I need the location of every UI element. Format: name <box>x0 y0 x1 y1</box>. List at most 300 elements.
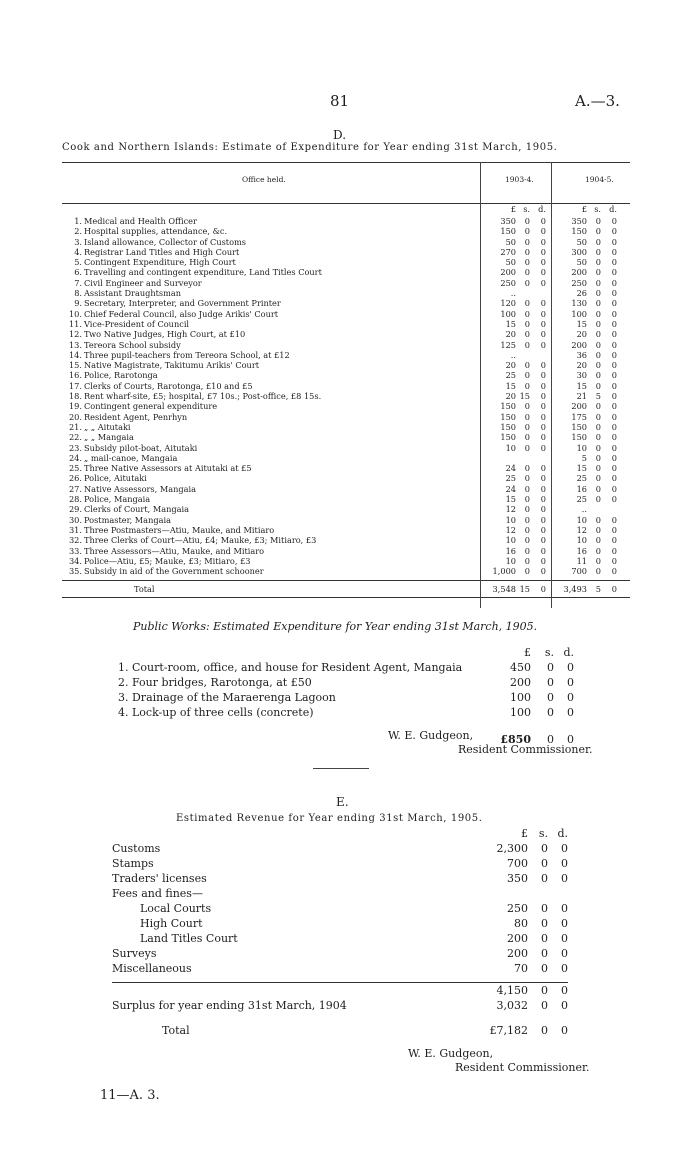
amount-cell: 0 <box>524 504 530 515</box>
amount-cell: 0 <box>540 411 546 422</box>
amount-cell: 10 <box>505 514 516 525</box>
amount-cell: 0 <box>611 267 617 278</box>
amount-cell: 0 <box>611 226 617 237</box>
amount-cell: 0 <box>524 246 530 257</box>
signatory-title: Resident Commissioner. <box>458 743 593 756</box>
revenue-pence: 0 <box>561 842 568 855</box>
revenue-pence: 0 <box>561 872 568 885</box>
table-row <box>62 329 630 339</box>
amount-cell: 150 <box>500 226 516 237</box>
amount-cell: 125 <box>500 339 516 350</box>
amount-cell: 16 <box>576 483 587 494</box>
amount-cell: 0 <box>595 349 601 360</box>
amount-cell: 0 <box>595 494 601 505</box>
row-description: Hospital supplies, attendance, &c. <box>84 226 228 237</box>
amount-cell: 15 <box>505 318 516 329</box>
item-pence: 0 <box>567 676 574 689</box>
amount-cell: 0 <box>611 442 617 453</box>
revenue-pence: 0 <box>561 902 568 915</box>
amount-cell: 0 <box>611 360 617 371</box>
table-row <box>62 443 630 453</box>
amount-cell: 21 <box>576 391 587 402</box>
item-pence: 0 <box>567 661 574 674</box>
amount-cell: 0 <box>611 277 617 288</box>
pence-label: d. <box>563 646 574 659</box>
amount-cell: 0 <box>611 349 617 360</box>
signatory-name: W. E. Gudgeon, <box>388 729 474 742</box>
surplus-pence: 0 <box>561 999 568 1012</box>
table-row <box>62 473 630 483</box>
amount-cell: 25 <box>505 370 516 381</box>
shilling-label: s. <box>544 646 554 659</box>
amount-cell: 0 <box>595 308 601 319</box>
amount-cell: 0 <box>595 257 601 268</box>
amount-cell: 150 <box>571 226 587 237</box>
table-header <box>62 162 630 204</box>
section-d-title: Cook and Northern Islands: Estimate of Expenditure for Year ending 31st March, 1905. <box>62 142 558 153</box>
amount-cell: 0 <box>595 535 601 546</box>
table-row <box>62 401 630 411</box>
row-description: „ „ Aitutaki <box>84 421 131 432</box>
revenue-description: Traders' licenses <box>112 872 207 885</box>
row-number: 8. <box>74 288 82 299</box>
amount-cell: 130 <box>571 298 587 309</box>
amount-cell: 0 <box>540 216 546 226</box>
row-number: 19. <box>68 401 82 412</box>
row-description: Police, Mangaia <box>84 494 151 505</box>
amount-cell: 350 <box>571 216 587 226</box>
row-description: „ „ Mangaia <box>84 432 134 443</box>
amount-cell: 0 <box>524 401 530 412</box>
amount-cell: 50 <box>576 236 587 247</box>
amount-cell: 5 <box>581 452 587 463</box>
amount-cell: 0 <box>611 524 617 535</box>
total-1904-pounds: 3,493 <box>563 584 587 595</box>
row-number: 13. <box>68 339 82 350</box>
row-number: 18. <box>68 391 82 402</box>
amount-cell: 50 <box>576 257 587 268</box>
amount-cell: 0 <box>524 535 530 546</box>
total-row <box>62 580 630 598</box>
revenue-pounds: 250 <box>507 902 528 915</box>
public-works-title: Public Works: Estimated Expenditure for Year ending 31st March, 1905. <box>133 620 538 633</box>
table-row <box>62 309 630 319</box>
amount-cell: 200 <box>500 267 516 278</box>
amount-cell: 270 <box>500 246 516 257</box>
amount-cell: 0 <box>611 257 617 268</box>
row-description: Subsidy pilot-boat, Aitutaki <box>84 442 198 453</box>
row-number: 29. <box>68 504 82 515</box>
row-number: 35. <box>68 566 82 577</box>
row-number: 14. <box>68 349 82 360</box>
item-description: 4. Lock-up of three cells (concrete) <box>118 706 314 719</box>
amount-cell: 0 <box>524 226 530 237</box>
row-description: Assistant Draughtsman <box>84 288 182 299</box>
subtotal-pence: 0 <box>561 984 568 997</box>
amount-cell: 24 <box>505 483 516 494</box>
table-row <box>62 247 630 257</box>
amount-cell: 0 <box>595 524 601 535</box>
amount-cell: 0 <box>540 339 546 350</box>
row-description: Rent wharf-site, £5; hospital, £7 10s.; Post-office, £8 15s. <box>84 391 322 402</box>
amount-cell: 150 <box>571 432 587 443</box>
amount-cell: 0 <box>524 360 530 371</box>
shilling-label: s. <box>594 204 601 214</box>
public-works-item <box>118 675 588 690</box>
table-row <box>62 525 630 535</box>
row-description: Police, Aitutaki <box>84 473 147 484</box>
amount-cell: 0 <box>611 308 617 319</box>
amount-cell: .. <box>510 349 516 360</box>
amount-cell: 0 <box>611 298 617 309</box>
amount-cell: 0 <box>611 411 617 422</box>
expenditure-rows <box>62 216 630 576</box>
amount-cell: 120 <box>500 298 516 309</box>
amount-cell: 0 <box>524 267 530 278</box>
item-pence: 0 <box>567 706 574 719</box>
pound-sign: £ <box>521 827 528 840</box>
section-e-title: Estimated Revenue for Year ending 31st March, 1905. <box>176 813 483 824</box>
total-label: Total <box>134 584 155 595</box>
public-works-rows <box>118 660 588 720</box>
amount-cell: 0 <box>595 432 601 443</box>
public-works-list <box>118 645 588 747</box>
amount-cell: 300 <box>571 246 587 257</box>
amount-cell: .. <box>510 288 516 299</box>
table-row <box>62 319 630 329</box>
pence-label: d. <box>609 204 617 214</box>
row-number: 1. <box>74 216 82 226</box>
row-number: 16. <box>68 370 82 381</box>
pound-sign: £ <box>581 204 587 214</box>
row-description: Three Assessors—Atiu, Mauke, and Mitiaro <box>84 545 265 556</box>
pence-label: d. <box>538 204 546 214</box>
amount-cell: 0 <box>595 442 601 453</box>
amount-cell: 10 <box>576 535 587 546</box>
amount-cell: 0 <box>595 277 601 288</box>
amount-cell: 0 <box>595 452 601 463</box>
row-description: Two Native Judges, High Court, at £10 <box>84 329 246 340</box>
revenue-item <box>112 886 582 901</box>
row-description: Contingent general expenditure <box>84 401 218 412</box>
revenue-pence: 0 <box>561 917 568 930</box>
amount-cell: 0 <box>595 236 601 247</box>
table-row <box>62 484 630 494</box>
amount-cell: 0 <box>595 545 601 556</box>
amount-cell: 0 <box>595 288 601 299</box>
table-row <box>62 360 630 370</box>
amount-cell: 0 <box>540 504 546 515</box>
row-description: Chief Federal Council, also Judge Arikis' Court <box>84 308 279 319</box>
row-description: Civil Engineer and Surveyor <box>84 277 202 288</box>
amount-cell: 10 <box>505 442 516 453</box>
amount-cell: 0 <box>540 421 546 432</box>
revenue-item <box>112 916 582 931</box>
amount-cell: 0 <box>595 246 601 257</box>
amount-cell: 0 <box>524 370 530 381</box>
amount-cell: 150 <box>500 411 516 422</box>
surplus-row <box>112 998 582 1013</box>
amount-cell: 0 <box>595 566 601 577</box>
revenue-subtotal <box>112 982 568 998</box>
pw-total-shillings: 0 <box>547 733 554 746</box>
amount-cell: 15 <box>576 380 587 391</box>
amount-cell: 10 <box>576 442 587 453</box>
row-description: Resident Agent, Penrhyn <box>84 411 188 422</box>
amount-cell: 25 <box>576 494 587 505</box>
item-description: 2. Four bridges, Rarotonga, at £50 <box>118 676 312 689</box>
table-row <box>62 226 630 236</box>
amount-cell: 0 <box>611 566 617 577</box>
revenue-description: Land Titles Court <box>140 932 238 945</box>
row-number: 24. <box>68 452 82 463</box>
item-description: 3. Drainage of the Maraerenga Lagoon <box>118 691 336 704</box>
row-description: Medical and Health Officer <box>84 216 197 226</box>
subtotal-pounds: 4,150 <box>496 984 528 997</box>
item-description: 1. Court-room, office, and house for Resident Agent, Mangaia <box>118 661 463 674</box>
amount-cell: 20 <box>505 391 516 402</box>
amount-cell: 0 <box>595 216 601 226</box>
amount-cell: 0 <box>540 545 546 556</box>
row-number: 10. <box>68 308 82 319</box>
amount-cell: 0 <box>540 236 546 247</box>
amount-cell: 200 <box>571 267 587 278</box>
amount-cell: 0 <box>540 555 546 566</box>
amount-cell: 0 <box>595 339 601 350</box>
revenue-total-shillings: 0 <box>541 1024 548 1037</box>
amount-cell: 36 <box>576 349 587 360</box>
row-number: 32. <box>68 535 82 546</box>
row-number: 34. <box>68 555 82 566</box>
amount-cell: 0 <box>524 380 530 391</box>
amount-cell: 50 <box>505 257 516 268</box>
amount-cell: 0 <box>524 463 530 474</box>
amount-cell: 0 <box>611 494 617 505</box>
amount-cell: 0 <box>524 421 530 432</box>
amount-cell: 0 <box>524 411 530 422</box>
row-number: 20. <box>68 411 82 422</box>
amount-cell: 0 <box>540 267 546 278</box>
row-description: Secretary, Interpreter, and Government Printer <box>84 298 281 309</box>
table-row <box>62 515 630 525</box>
surplus-label: Surplus for year ending 31st March, 1904 <box>112 999 347 1012</box>
table-row <box>62 422 630 432</box>
shilling-label: s. <box>523 204 530 214</box>
revenue-shillings: 0 <box>541 857 548 870</box>
amount-cell: 15 <box>519 391 530 402</box>
amount-cell: 0 <box>595 411 601 422</box>
amount-cell: 0 <box>540 494 546 505</box>
document-reference: A.—3. <box>575 92 620 110</box>
amount-cell: 0 <box>595 298 601 309</box>
amount-cell: 0 <box>524 318 530 329</box>
revenue-total <box>112 1023 582 1038</box>
row-number: 25. <box>68 463 82 474</box>
table-row <box>62 453 630 463</box>
amount-cell: 0 <box>611 401 617 412</box>
row-description: „ mail-canoe, Mangaia <box>84 452 178 463</box>
revenue-description: Stamps <box>112 857 154 870</box>
table-row <box>62 257 630 267</box>
amount-cell: 20 <box>576 329 587 340</box>
row-number: 22. <box>68 432 82 443</box>
row-description: Subsidy in aid of the Government schooner <box>84 566 264 577</box>
row-description: Three pupil-teachers from Tereora School, at £12 <box>84 349 290 360</box>
amount-cell: 15 <box>505 494 516 505</box>
amount-cell: 10 <box>505 555 516 566</box>
revenue-description: Local Courts <box>140 902 212 915</box>
amount-cell: 0 <box>524 339 530 350</box>
col-office-held: Office held. <box>242 175 286 184</box>
amount-cell: 0 <box>611 535 617 546</box>
amount-cell: 15 <box>576 463 587 474</box>
row-number: 27. <box>68 483 82 494</box>
amount-cell: 0 <box>595 318 601 329</box>
table-row <box>62 340 630 350</box>
row-number: 15. <box>68 360 82 371</box>
amount-cell: 0 <box>524 216 530 226</box>
row-number: 9. <box>74 298 82 309</box>
item-pounds: 200 <box>510 676 531 689</box>
item-pounds: 100 <box>510 691 531 704</box>
amount-cell: 350 <box>500 216 516 226</box>
revenue-item <box>112 871 582 886</box>
row-description: Native Assessors, Mangaia <box>84 483 197 494</box>
table-row <box>62 237 630 247</box>
amount-cell: 1,000 <box>492 566 516 577</box>
revenue-pounds: 200 <box>507 932 528 945</box>
table-row <box>62 298 630 308</box>
amount-cell: 0 <box>595 267 601 278</box>
revenue-shillings: 0 <box>541 917 548 930</box>
amount-cell: 0 <box>611 391 617 402</box>
amount-cell: 0 <box>595 483 601 494</box>
public-works-item <box>118 660 588 675</box>
amount-cell: 0 <box>540 257 546 268</box>
revenue-description: High Court <box>140 917 203 930</box>
amount-cell: 0 <box>540 277 546 288</box>
surplus-pounds: 3,032 <box>496 999 528 1012</box>
row-number: 2. <box>74 226 82 237</box>
amount-cell: 0 <box>595 514 601 525</box>
amount-cell: 16 <box>576 545 587 556</box>
revenue-pence: 0 <box>561 962 568 975</box>
table-row <box>62 350 630 360</box>
amount-cell: 0 <box>540 535 546 546</box>
amount-cell: 100 <box>571 308 587 319</box>
row-number: 33. <box>68 545 82 556</box>
amount-cell: 0 <box>540 483 546 494</box>
section-e-label: E. <box>336 795 349 809</box>
amount-cell: 0 <box>611 246 617 257</box>
revenue-rows <box>112 841 582 976</box>
row-number: 31. <box>68 524 82 535</box>
row-number: 26. <box>68 473 82 484</box>
row-description: Postmaster, Mangaia <box>84 514 171 525</box>
row-number: 4. <box>74 246 82 257</box>
amount-cell: 250 <box>571 277 587 288</box>
revenue-pounds: 80 <box>514 917 528 930</box>
amount-cell: 200 <box>571 401 587 412</box>
table-row <box>62 412 630 422</box>
section-divider <box>313 768 369 769</box>
amount-cell: 0 <box>611 555 617 566</box>
item-pounds: 450 <box>510 661 531 674</box>
row-number: 21. <box>68 421 82 432</box>
revenue-shillings: 0 <box>541 872 548 885</box>
public-works-item <box>118 705 588 720</box>
amount-cell: 0 <box>611 463 617 474</box>
public-works-item <box>118 690 588 705</box>
revenue-total-pounds: £7,182 <box>489 1024 528 1037</box>
amount-cell: 0 <box>540 401 546 412</box>
pence-label: d. <box>557 827 568 840</box>
amount-cell: 0 <box>524 329 530 340</box>
footer-reference: 11—A. 3. <box>100 1088 160 1103</box>
amount-cell: 0 <box>540 380 546 391</box>
table-row <box>62 288 630 298</box>
expenditure-table <box>62 162 630 598</box>
revenue-pence: 0 <box>561 932 568 945</box>
revenue-item <box>112 946 582 961</box>
row-description: Clerks of Courts, Rarotonga, £10 and £5 <box>84 380 253 391</box>
revenue-list <box>112 826 582 1038</box>
amount-cell: 12 <box>576 524 587 535</box>
amount-cell: 0 <box>524 308 530 319</box>
amount-cell: 0 <box>611 370 617 381</box>
amount-cell: 20 <box>505 360 516 371</box>
revenue-pence: 0 <box>561 947 568 960</box>
amount-cell: 0 <box>595 380 601 391</box>
pw-total-pounds: £850 <box>500 733 531 746</box>
revenue-shillings: 0 <box>541 947 548 960</box>
item-shillings: 0 <box>547 706 554 719</box>
row-description: Three Native Assessors at Aitutaki at £5 <box>84 463 252 474</box>
amount-cell: 150 <box>571 421 587 432</box>
revenue-item <box>112 856 582 871</box>
amount-cell: 0 <box>611 514 617 525</box>
total-1903-shillings: 15 <box>519 584 530 595</box>
amount-cell: 0 <box>540 473 546 484</box>
item-shillings: 0 <box>547 661 554 674</box>
revenue-total-pence: 0 <box>561 1024 568 1037</box>
signatory-name: W. E. Gudgeon, <box>408 1047 494 1060</box>
amount-cell: 25 <box>505 473 516 484</box>
amount-cell: 100 <box>500 308 516 319</box>
amount-cell: 150 <box>500 432 516 443</box>
amount-cell: 0 <box>611 421 617 432</box>
revenue-pounds: 700 <box>507 857 528 870</box>
amount-cell: 0 <box>540 298 546 309</box>
revenue-pence: 0 <box>561 857 568 870</box>
amount-cell: 0 <box>524 236 530 247</box>
page-number: 81 <box>330 92 350 110</box>
amount-cell: 0 <box>524 566 530 577</box>
amount-cell: 0 <box>524 545 530 556</box>
revenue-item <box>112 901 582 916</box>
surplus-shillings: 0 <box>541 999 548 1012</box>
row-number: 11. <box>68 318 82 329</box>
amount-cell: 0 <box>595 555 601 566</box>
amount-cell: 0 <box>595 401 601 412</box>
amount-cell: 0 <box>595 360 601 371</box>
amount-cell: 25 <box>576 473 587 484</box>
signatory-title: Resident Commissioner. <box>455 1061 590 1074</box>
row-description: Native Magistrate, Takitumu Arikis' Court <box>84 360 260 371</box>
amount-cell: 12 <box>505 524 516 535</box>
amount-cell: 0 <box>524 483 530 494</box>
table-row <box>62 278 630 288</box>
